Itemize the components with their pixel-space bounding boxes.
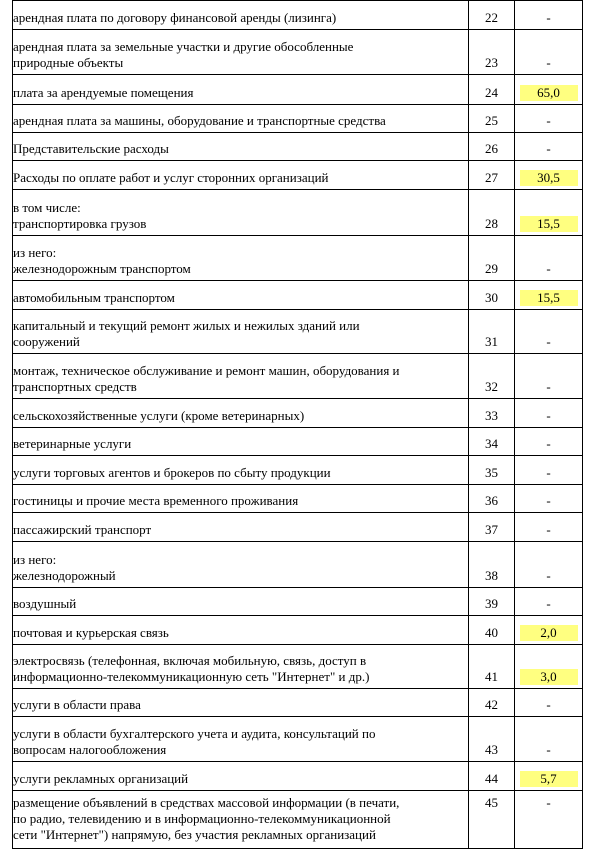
row-value: - (546, 379, 551, 394)
row-label (13, 190, 469, 236)
row-label-line: природные объекты (13, 55, 124, 70)
row-label-line: в том числе: (13, 200, 81, 215)
row-label (13, 485, 469, 513)
row-code: 26 (469, 133, 515, 161)
row-label-line: арендная плата за земельные участки и другие обособленные (13, 39, 354, 54)
row-label (13, 161, 469, 190)
highlighted-value: 30,5 (520, 170, 578, 186)
table-row (13, 791, 583, 849)
row-code: 28 (469, 190, 515, 236)
row-value-cell (515, 133, 583, 161)
row-label-line: капитальный и текущий ремонт жилых и нежилых зданий или (13, 318, 360, 333)
table-row (13, 689, 583, 717)
row-label (13, 645, 469, 689)
table-row (13, 30, 583, 75)
table-row (13, 428, 583, 456)
row-code: 34 (469, 428, 515, 456)
row-value: - (546, 465, 551, 480)
table-row (13, 310, 583, 354)
row-code: 24 (469, 75, 515, 105)
row-label (13, 75, 469, 105)
row-code: 44 (469, 762, 515, 791)
row-label (13, 399, 469, 428)
row-label (13, 428, 469, 456)
table-body (13, 1, 583, 849)
row-label-line: услуги рекламных организаций (13, 771, 189, 786)
highlighted-value: 2,0 (520, 625, 578, 641)
row-value-cell (515, 542, 583, 588)
row-value: - (546, 408, 551, 423)
highlighted-value: 65,0 (520, 85, 578, 101)
row-code: 37 (469, 513, 515, 542)
row-label-line: транспортных средств (13, 379, 137, 394)
row-value-cell (515, 310, 583, 354)
row-value-cell (515, 161, 583, 190)
row-label (13, 133, 469, 161)
table-row (13, 588, 583, 616)
row-label-line: услуги в области бухгалтерского учета и аудита, консультаций по (13, 726, 376, 741)
row-value-cell (515, 399, 583, 428)
table-row (13, 354, 583, 399)
row-label-line: из него: (13, 552, 57, 567)
row-value-cell (515, 1, 583, 30)
row-label (13, 717, 469, 762)
highlighted-value: 15,5 (520, 290, 578, 306)
table-row (13, 75, 583, 105)
row-value: - (546, 141, 551, 156)
table-row (13, 281, 583, 310)
row-label-line: Расходы по оплате работ и услуг сторонних организаций (13, 170, 329, 185)
row-label-line: пассажирский транспорт (13, 522, 152, 537)
row-label-line: железнодорожный (13, 568, 116, 583)
row-value-cell (515, 689, 583, 717)
row-code: 31 (469, 310, 515, 354)
table-row (13, 645, 583, 689)
row-label-line: ветеринарные услуги (13, 436, 132, 451)
row-label-line: из него: (13, 245, 57, 260)
row-code: 35 (469, 456, 515, 485)
row-value-cell (515, 75, 583, 105)
row-value-cell (515, 513, 583, 542)
row-code: 39 (469, 588, 515, 616)
row-value: - (546, 795, 551, 810)
row-label (13, 513, 469, 542)
row-code: 32 (469, 354, 515, 399)
row-label-line: размещение объявлений в средствах массовой информации (в печати, (13, 795, 400, 810)
row-label-line: услуги торговых агентов и брокеров по сбыту продукции (13, 465, 331, 480)
highlighted-value: 3,0 (520, 669, 578, 685)
row-value: - (546, 436, 551, 451)
row-code: 42 (469, 689, 515, 717)
row-value: - (546, 55, 551, 70)
row-value-cell (515, 762, 583, 791)
table-row (13, 717, 583, 762)
row-label-line: автомобильным транспортом (13, 290, 175, 305)
row-label-line: вопросам налогообложения (13, 742, 167, 757)
row-code: 43 (469, 717, 515, 762)
row-label (13, 791, 469, 849)
row-label-line: монтаж, техническое обслуживание и ремонт машин, оборудования и (13, 363, 400, 378)
row-value-cell (515, 645, 583, 689)
row-code: 41 (469, 645, 515, 689)
row-label-line: Представительские расходы (13, 141, 169, 156)
row-label (13, 762, 469, 791)
table-row (13, 161, 583, 190)
row-label (13, 236, 469, 281)
table-row (13, 133, 583, 161)
row-value-cell (515, 616, 583, 645)
row-value: - (546, 522, 551, 537)
table-row (13, 1, 583, 30)
row-value-cell (515, 281, 583, 310)
row-value-cell (515, 717, 583, 762)
row-value-cell (515, 588, 583, 616)
row-value-cell (515, 105, 583, 133)
row-value-cell (515, 485, 583, 513)
row-label-line: информационно-телекоммуникационную сеть "Интернет" и др.) (13, 669, 370, 684)
table-row (13, 616, 583, 645)
row-code: 29 (469, 236, 515, 281)
row-value: - (546, 742, 551, 757)
row-value-cell (515, 791, 583, 849)
row-value-cell (515, 190, 583, 236)
row-code: 23 (469, 30, 515, 75)
table-row (13, 485, 583, 513)
row-label-line: гостиницы и прочие места временного проживания (13, 493, 299, 508)
row-label-line: услуги в области права (13, 697, 141, 712)
row-label (13, 456, 469, 485)
row-label-line: сети "Интернет") напрямую, без участия рекламных организаций (13, 827, 376, 842)
row-label (13, 689, 469, 717)
row-label-line: арендная плата по договору финансовой аренды (лизинга) (13, 10, 337, 25)
row-code: 22 (469, 1, 515, 30)
table-row (13, 762, 583, 791)
row-value-cell (515, 236, 583, 281)
row-value: - (546, 261, 551, 276)
row-value: - (546, 113, 551, 128)
row-label (13, 310, 469, 354)
row-label (13, 105, 469, 133)
row-code: 36 (469, 485, 515, 513)
row-label-line: арендная плата за машины, оборудование и транспортные средства (13, 113, 386, 128)
table-row (13, 105, 583, 133)
row-label-line: железнодорожным транспортом (13, 261, 191, 276)
row-code: 30 (469, 281, 515, 310)
row-value: - (546, 10, 551, 25)
row-value: - (546, 568, 551, 583)
expenses-table (12, 0, 583, 849)
highlighted-value: 5,7 (520, 771, 578, 787)
row-label-line: плата за арендуемые помещения (13, 85, 194, 100)
row-code: 40 (469, 616, 515, 645)
row-value-cell (515, 354, 583, 399)
highlighted-value: 15,5 (520, 216, 578, 232)
row-label-line: сооружений (13, 334, 80, 349)
row-code: 27 (469, 161, 515, 190)
row-code: 38 (469, 542, 515, 588)
row-label-line: воздушный (13, 596, 77, 611)
row-label-line: транспортировка грузов (13, 216, 147, 231)
row-label-line: электросвязь (телефонная, включая мобильную, связь, доступ в (13, 653, 367, 668)
table-row (13, 456, 583, 485)
row-label (13, 30, 469, 75)
row-value-cell (515, 456, 583, 485)
table-row (13, 236, 583, 281)
row-label (13, 588, 469, 616)
row-code: 45 (469, 791, 515, 849)
row-label (13, 281, 469, 310)
table-row (13, 399, 583, 428)
row-label (13, 1, 469, 30)
row-code: 25 (469, 105, 515, 133)
row-label (13, 354, 469, 399)
row-value-cell (515, 428, 583, 456)
table-row (13, 513, 583, 542)
row-code: 33 (469, 399, 515, 428)
row-value: - (546, 493, 551, 508)
row-value: - (546, 334, 551, 349)
row-value: - (546, 697, 551, 712)
row-value-cell (515, 30, 583, 75)
table-row (13, 190, 583, 236)
row-value: - (546, 596, 551, 611)
row-label (13, 616, 469, 645)
row-label (13, 542, 469, 588)
row-label-line: почтовая и курьерская связь (13, 625, 169, 640)
table-row (13, 542, 583, 588)
row-label-line: по радио, телевидению и в информационно-телекоммуникационной (13, 811, 391, 826)
row-label-line: сельскохозяйственные услуги (кроме ветеринарных) (13, 408, 305, 423)
